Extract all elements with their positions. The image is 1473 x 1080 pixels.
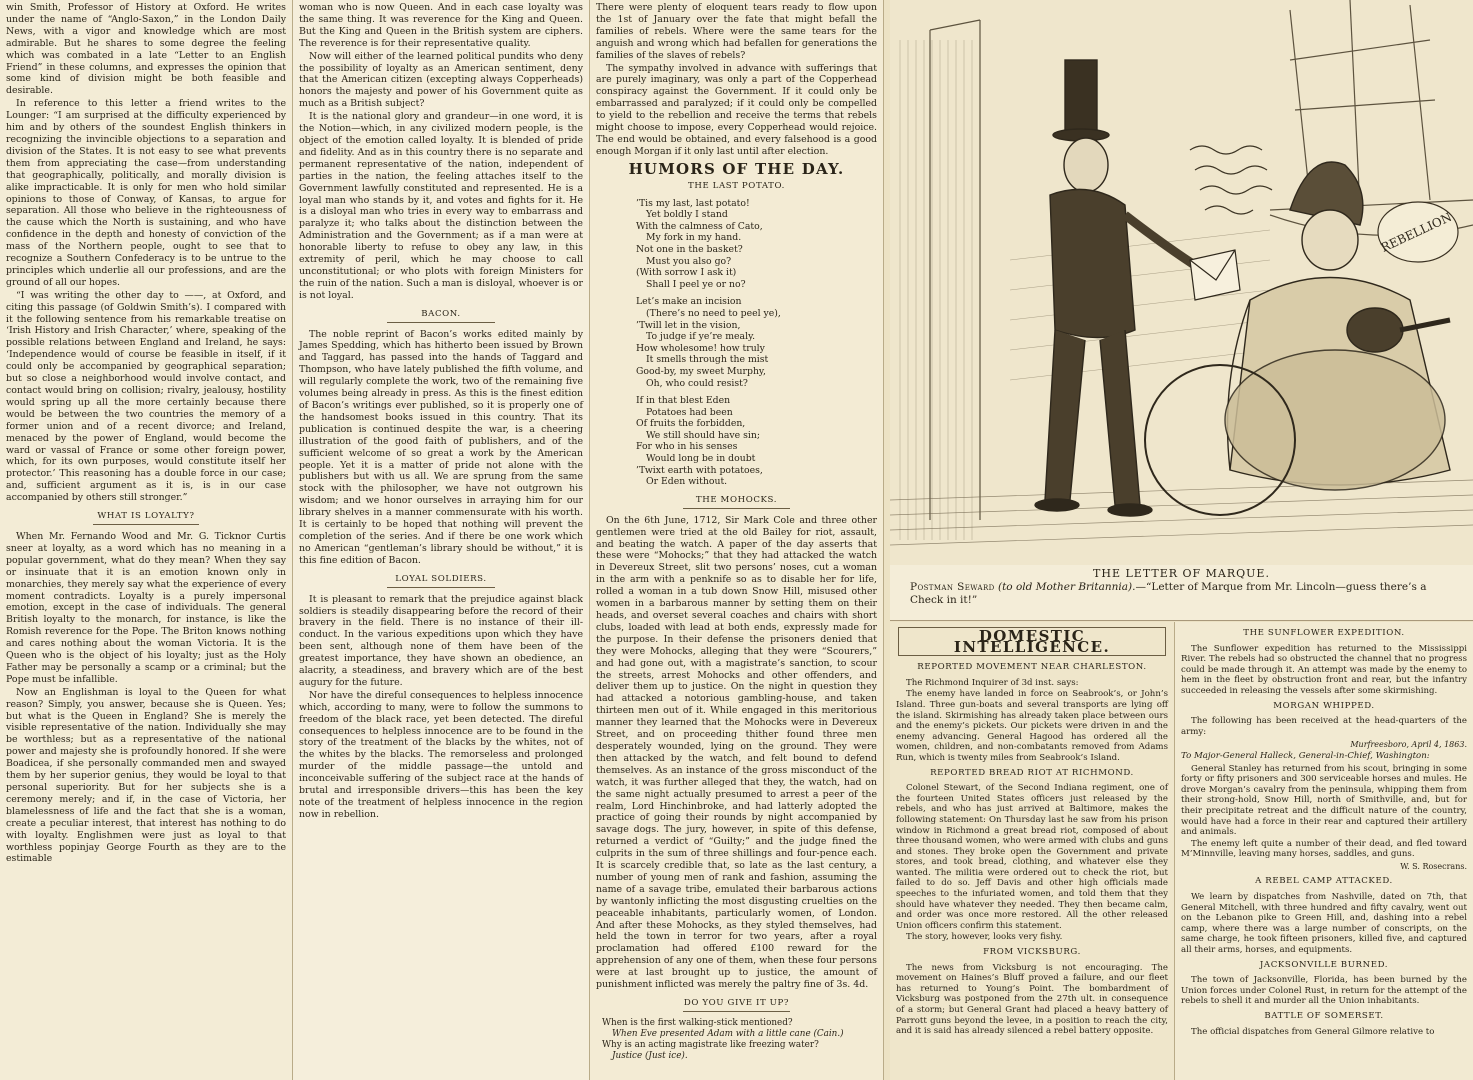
paragraph: The enemy have landed in force on Seabrook’s, or John’s Island. Three gun-boats and several transports are lying off the island. Skirmishing has already taken place between ours and the enemy’s pickets. Our pickets were driven in and the enemy advancing. General Hagood has ordered all the women, children, and non-combatants removed from Adams Run, which is twenty miles from Seabrook’s Island.: [896, 689, 1168, 763]
article-heading: FROM VICKSBURG.: [983, 947, 1081, 958]
paragraph: The sympathy involved in advance with sufferings that are purely imaginary, was only a part of the Copperhead conspiracy against the Government. If it could only be embarrassed and paralyzed; if it could only be compelled to yield to the rebellion and receive the terms that rebels might choose to impose, every Copperhead would rejoice. The end would be obtained, and every falsehood is a good enough Morgan if it only last until after election.: [596, 62, 877, 157]
poem-line: For who in his senses: [636, 441, 738, 453]
column-4: [890, 622, 1175, 1080]
column-1: [0, 0, 293, 1080]
article-heading: WHAT IS LOYALTY?: [93, 511, 199, 525]
article-heading: JACKSONVILLE BURNED.: [1259, 959, 1389, 970]
poem-line: ’Twixt earth with potatoes,: [636, 464, 763, 476]
paragraph: The noble reprint of Bacon’s works edited mainly by James Spedding, which has hitherto been issued by Brown and Taggard, has passed into the hands of Taggard and Thompson, who have lately published the fifth volume, and will regularly complete the work, two of the remaining five volumes being already in press. As this is the finest edition of Bacon’s writings ever published, so it is properly one of the handsomest books issued in this country. That its publication is continued despite the war, is a cheering illustration of the good faith of publishers, and of the sufficient welcome of so great a work by the American people. Yet it is a matter of pride not alone with the publishers but with us all. We are sprung from the same stock with the philosopher, we have not outgrown his wisdom; and we honor ourselves in arraying him for our library shelves in a manner commensurate with his worth. It is certainly to be hoped that nothing will prevent the completion of the series. And if there be one work which no American “gentleman’s library should be without,” it is this fine edition of Bacon.: [299, 328, 583, 566]
paragraph: It is the national glory and grandeur—in one word, it is the Notion—which, in any civilized modern people, is the object of the emotion called loyalty. It is blended of pride and fidelity. And as in this country there is no separate and permanent representative of the nation, independent of parties in the nation, the feeling attaches itself to the Government lawfully constituted and represented. He is a loyal man who stands by it, and votes and fights for it. He is a disloyal man who tries in every way to embarrass and paralyze it; who talks about the distinction between the Administration and the Government; as if a man were at honorable liberty to refuse to obey any law, in this extremity of peril, which he may choose to call unconstitutional; or who plots with foreign Ministers for the ruin of the nation. Such a man is disloyal, whoever is or is not loyal.: [299, 111, 583, 301]
poem-line: ’Twill let in the vision,: [636, 319, 741, 331]
cartoon-title: THE LETTER OF MARQUE.: [1093, 567, 1270, 580]
poem-line: Good-by, my sweet Murphy,: [636, 365, 766, 377]
poem-line: Must you also go?: [646, 255, 732, 267]
paragraph: woman who is now Queen. And in each case loyalty was the same thing. It was reverence for the King and Queen. But the King and Queen in the British system are ciphers. The reverence is for their representative quality.: [299, 2, 583, 49]
paragraph: The following has been received at the head-quarters of the army:: [1181, 716, 1467, 737]
paragraph: It is pleasant to remark that the prejudice against black soldiers is steadily disappearing before the record of their bravery in the field. There is no instance of their ill-conduct. In the various expeditions upon which they have been sent, although none of them have been of the greatest importance, they have shown an obedience, an alacrity, a steadiness, and bravery which are of the best augury for the future.: [299, 593, 583, 688]
riddle-question: Why is an acting magistrate like freezing water?: [602, 1039, 819, 1050]
poem-line: Shall I peel ye or no?: [646, 278, 746, 290]
poem-line: (With sorrow I ask it): [636, 267, 737, 279]
section-title: HUMORS OF THE DAY.: [628, 159, 845, 178]
caption-direction: (to old Mother Britannia).: [997, 581, 1136, 593]
poem-line: With the calmness of Cato,: [636, 220, 763, 232]
poem-line: It smells through the mist: [646, 354, 769, 366]
signature: W. S. Rosecrans.: [1400, 861, 1467, 871]
paragraph: Now an Englishman is loyal to the Queen for what reason? Simply, you answer, because she is Queen. Yes; but what is the Queen in England? She is merely the visible representative of the nation. Individually she may be worthless; but as a representative of the national power and majesty she is profoundly honored. If she were Boadicea, if she personally commanded men and swayed them by her superior genius, they would be loyal to that personal superiority. But for her subjects she is a ceremony merely; and if, in the case of Victoria, her blamelessness of life and the fact that she is a woman, create a peculiar interest, that interest has nothing to do with loyalty. Englishmen were just as loyal to that worthless popinjay George Fourth as they are to the estimable: [6, 686, 286, 865]
paragraph: The news from Vicksburg is not encouraging. The movement on Haines’s Bluff proved a failure, and our fleet has returned to Young’s Point. The bombardment of Vicksburg was postponed from the 27th ult. in consequence of a storm; but General Grant had placed a heavy battery of Parrott guns beyond the levee, in a position to reach the city, and it is said has already silenced a rebel battery opposite.: [896, 962, 1168, 1037]
poem-title: THE LAST POTATO.: [688, 180, 785, 191]
riddle-answer: When Eve presented Adam with a little cane (Cain.): [612, 1028, 844, 1039]
paragraph: The official dispatches from General Gilmore relative to: [1191, 1026, 1435, 1037]
poem-line: (There’s no need to peel ye),: [646, 307, 781, 319]
poem-line: If in that blest Eden: [636, 395, 731, 407]
riddle-question: When is the first walking-stick mentioned?: [602, 1017, 793, 1028]
poem-line: Yet boldly I stand: [646, 209, 728, 221]
poem-line: Not one in the basket?: [636, 243, 743, 255]
poem-line: Would long be in doubt: [646, 453, 756, 465]
rebellion-sign: REBELLION: [1378, 209, 1454, 255]
paragraph: On the 6th June, 1712, Sir Mark Cole and three other gentlemen were tried at the old Bailey for riot, assault, and beating the watch. A paper of the day asserts that these were “Mohocks;” that they had attacked the watch in Devereux Street, slit two persons’ noses, cut a woman in the arm with a penknife so as to disable her for life, rolled a woman in a tub down Snow Hill, misused other women in a barbarous manner by setting them on their heads, and overset several coaches and chairs with short clubs, loaded with lead at both ends, expressly made for the purpose. In their defense the prisoners denied that they were Mohocks, alleging that they were “Scourers,” and had gone out, with a magistrate’s sanction, to scour the streets, arrest Mohocks and other offenders, and deliver them up to justice. On the night in question they had attacked a notorious gambling-house, and taken thirteen men out of it. While engaged in this meritorious manner they learned that the Mohocks were in Devereux Street, and on proceeding thither found three men desperately wounded, lying on the ground. They were then attacked by the watch, and felt bound to defend themselves. As an instance of the gross misconduct of the watch, it was further alleged that they, the watch, had on the same night actually presumed to arrest a peer of the realm, Lord Hinchinbroke, and had latterly adopted the practice of going their rounds by night accompanied by savage dogs. The jury, however, in spite of this defense, returned a verdict of “Guilty;” and the judge fined the culprits in the sum of three shillings and four-pence each. It is scarcely credible that, so late as the last century, a number of young men of rank and fashion, assuming the name of a savage tribe, emulated their barbarous actions by wantonly inflicting the most disgusting cruelties on the peaceable inhabitants, particularly women, of London. And after these Mohocks, as they styled themselves, had held the town in terror for two years, after a royal proclamation had offered £100 reward for the apprehension of any one of them, when these four persons were at last brought up to justice, the amount of punishment inflicted was merely the paltry fine of 3s. 4d.: [596, 514, 877, 991]
article-heading: DO YOU GIVE IT UP?: [683, 998, 790, 1012]
poem-line: Potatoes had been: [646, 406, 733, 418]
paragraph: The story, however, looks very fishy.: [906, 932, 1063, 943]
column-2: [293, 0, 590, 1080]
paragraph: Colonel Stewart, of the Second Indiana regiment, one of the fourteen United States officers just released by the rebels, and who has just arrived at Baltimore, makes the following statement: On Thursday last he saw from his prison window in Richmond a great bread riot, composed of about three thousand women, who were armed with clubs and guns and stones. They broke open the Government and private stores, and took bread, clothing, and whatever else they wanted. The militia were ordered out to check the riot, but failed to do so. Jeff Davis and other high officials made speeches to the infuriated women, and told them that they should have whatever they needed. They then became calm, and order was once more restored. All the other released Union officers confirm this statement.: [896, 783, 1168, 931]
addressee: To Major-General Halleck, General-in-Chief, Washington:: [1181, 750, 1430, 761]
article-heading: LOYAL SOLDIERS.: [387, 574, 495, 588]
paragraph: win Smith, Professor of History at Oxford. He writes under the name of “Anglo-Saxon,” in the London Daily News, with a vigor and knowledge which are most admirable. But he shares to some degree the feeling which was combated in a late “Letter to an English Friend” in these columns, and expresses the opinion that some kind of division might be both feasible and desirable.: [6, 2, 286, 97]
riddle: [602, 1018, 877, 1062]
article-heading: A REBEL CAMP ATTACKED.: [1255, 876, 1393, 887]
article-heading: THE SUNFLOWER EXPEDITION.: [1243, 628, 1405, 638]
paragraph: Now will either of the learned political pundits who deny the possibility of loyalty as an American sentiment, deny that the American citizen (excepting always Copperheads) honors the majesty and power of his Government quite as much as a British subject?: [299, 50, 583, 110]
paragraph: The enemy left quite a number of their dead, and fled toward M’Minnville, leaving many horses, saddles, and guns.: [1181, 838, 1467, 860]
riddle-answer: Justice (Just ice).: [612, 1050, 688, 1061]
paragraph: “I was writing the other day to ——, at Oxford, and citing this passage (of Goldwin Smith’s). I compared with it the following sentence from his remarkable treatise on ‘Irish History and Irish Character,’ where, speaking of the possible relations between England and Ireland, he says: ‘Independence would of course be feasible in itself, if it could only be accompanied by geographical separation; but so close a neighborhood would involve contact, and contact would bring on collision; rivalry, jealousy, hostility would spring up all the more certainly because there would be between the two countries the memory of a former union and of a recent divorce; and Ireland, menaced by the power of England, would become the ward or vassal of France or some other foreign power, which, for its own purposes, would constitute itself her protector.’ This reasoning has a double force in our case; and, sufficient argument as it is, is in our case accompanied by others still stronger.”: [6, 289, 286, 504]
article-heading: REPORTED BREAD RIOT AT RICHMOND.: [930, 767, 1134, 778]
cartoon-illustration: [890, 0, 1473, 621]
section-title: DOMESTIC INTELLIGENCE.: [898, 627, 1166, 656]
paragraph: General Stanley has returned from his scout, bringing in some forty or fifty prisoners and 300 serviceable horses and mules. He drove Morgan’s cavalry from the peninsula, whipping them from their strong-hold, Snow Hill, north of Smithville, and, but for their precipitate retreat and the difficult nature of the country, would have had a force in their rear and captured their artillery and animals.: [1181, 763, 1467, 838]
poem: [636, 198, 877, 488]
poem-line: ’Tis my last, last potato!: [636, 197, 750, 209]
paragraph: There were plenty of eloquent tears ready to flow upon the 1st of January over the fate that might befall the families of rebels. Where were the same tears for the anguish and wrong which had befallen for generations the families of the slaves of rebels?: [596, 2, 877, 61]
cartoon-caption: [910, 581, 1460, 607]
poem-line: My fork in my hand.: [646, 232, 742, 244]
article-heading: THE MOHOCKS.: [683, 495, 790, 509]
paragraph: When Mr. Fernando Wood and Mr. G. Ticknor Curtis sneer at loyalty, as a word which has no meaning in a popular government, what do they mean? When they say or insinuate that it is an emotion known only in monarchies, they merely say what the experience of every moment contradicts. Loyalty is a purely impersonal emotion, except in the case of individuals. The general British loyalty to the monarch, for instance, is like the Romish reverence for the Pope. The Briton knows nothing and cares nothing about the woman Victoria. It is the Queen who is the object of his loyalty; just as the Holy Father may be personally a scamp or a criminal; but the Pope must be infallible.: [6, 530, 286, 685]
caption-speech: —“Letter of Marque from Mr. Lincoln—guess there’s a Check in it!”: [910, 581, 1427, 606]
column-3: [590, 0, 884, 1080]
paragraph: The Richmond Inquirer of 3d inst. says:: [906, 677, 1079, 688]
article-heading: BATTLE OF SOMERSET.: [1264, 1011, 1384, 1021]
poem-line: To judge if ye’re mealy.: [646, 331, 756, 343]
paragraph: The town of Jacksonville, Florida, has been burned by the Union forces under Colonel Rust, in return for the attempt of the rebels to shell it and murder all the Union inhabitants.: [1181, 975, 1467, 1007]
column-5: [1175, 622, 1473, 1080]
poem-line: Of fruits the forbidden,: [636, 418, 746, 430]
caption-speaker: Postman Seward: [910, 581, 995, 593]
article-heading: MORGAN WHIPPED.: [1273, 700, 1375, 711]
paragraph: Nor have the direful consequences to helpless innocence which, according to many, were to follow the summons to freedom of the black race, yet been detected. The direful consequences to helpless innocence are to be found in the story of the treatment of the blacks by the whites, not of the whites by the blacks. The remorseless and prolonged murder of the middle passage—the untold and inconceivable suffering of the subject race at the hands of brutal and irresponsible drivers—this has been the key note of the treatment of helpless innocence in the region now in rebellion.: [299, 689, 583, 820]
paragraph: The Sunflower expedition has returned to the Mississippi River. The rebels had so obstructed the channel that no progress could be made through it. An attempt was made by the enemy to hem in the fleet by obstruction front and rear, but the infantry succeeded in releasing the vessels after some skirmishing.: [1181, 643, 1467, 696]
article-heading: BACON.: [387, 309, 495, 323]
article-heading: REPORTED MOVEMENT NEAR CHARLESTON.: [917, 662, 1147, 673]
dateline: Murfreesboro, April 4, 1863.: [1350, 740, 1467, 750]
poem-line: Let’s make an incision: [636, 296, 742, 308]
paragraph: In reference to this letter a friend writes to the Lounger: “I am surprised at the difficulty experienced by him and by others of the soundest English thinkers in recognizing the invincible objections to a separation and division of the States. It is not easy to see what prevents them from appreciating the case—from understanding that geographically, politically, and morally division is alike impracticable. It is only for men who hold similar opinions to those of Conway, of Kansas, to argue for separation. All those who believe in the righteousness of the cause which the North is sustaining, and who have confidence in the depth and honesty of conviction of the mass of the Northern people, ought to see that to recognize a Southern Confederacy is to be untrue to the principles which underlie all our professions, and are the ground of all our hopes.: [6, 98, 286, 288]
poem-line: We still should have sin;: [646, 429, 760, 441]
paragraph: We learn by dispatches from Nashville, dated on 7th, that General Mitchell, with three hundred and fifty cavalry, went out on the Lebanon pike to Green Hill, and, dashing into a rebel camp, where there was a large number of conscripts, on the same charge, he took fifteen prisoners, killed five, and captured all their arms, horses, and equipments.: [1181, 892, 1467, 956]
poem-line: Oh, who could resist?: [646, 377, 748, 389]
cartoon-engraving: [890, 0, 1473, 565]
poem-line: Or Eden without.: [646, 476, 728, 488]
poem-line: How wholesome! how truly: [636, 342, 765, 354]
